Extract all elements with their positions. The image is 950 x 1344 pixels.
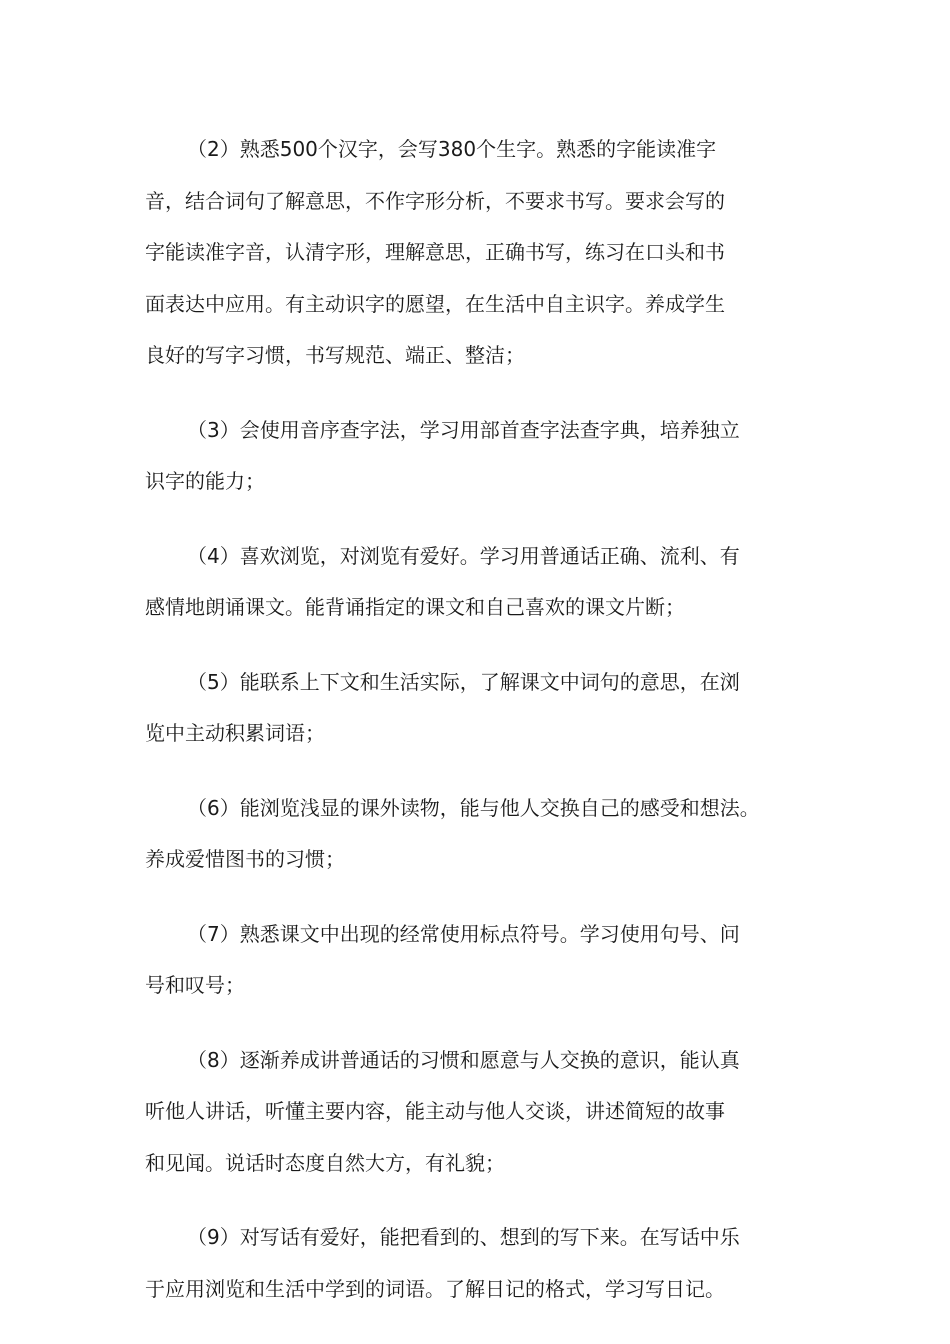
text-line: （6）能浏览浅显的课外读物，能与他人交换自己的感受和想法。 bbox=[187, 795, 760, 820]
paragraph-4 bbox=[145, 531, 810, 634]
text-line: 于应用浏览和生活中学到的词语。了解日记的格式，学习写日记。 bbox=[145, 1276, 725, 1301]
paragraph-8 bbox=[145, 1035, 810, 1190]
text-line: 字能读准字音，认清字形，理解意思，正确书写，练习在口头和书 bbox=[145, 240, 725, 264]
text-line: 感情地朗诵课文。能背诵指定的课文和自己喜欢的课文片断； bbox=[145, 595, 685, 619]
paragraph-2 bbox=[145, 124, 810, 382]
document-body bbox=[145, 124, 810, 1338]
text-line: 识字的能力； bbox=[145, 469, 265, 493]
text-line: 和见闻。说话时态度自然大方，有礼貌； bbox=[145, 1150, 505, 1175]
text-line: （4）喜欢浏览，对浏览有爱好。学习用普通话正确、流利、有 bbox=[187, 543, 740, 568]
text-line: （8）逐渐养成讲普通话的习惯和愿意与人交换的意识，能认真 bbox=[187, 1047, 740, 1072]
paragraph-7 bbox=[145, 909, 810, 1012]
text-line: （9）对写话有爱好，能把看到的、想到的写下来。在写话中乐 bbox=[187, 1225, 740, 1249]
text-line: （2）熟悉500个汉字，会写380个生字。熟悉的字能读准字 bbox=[187, 137, 717, 161]
paragraph-3 bbox=[145, 405, 810, 508]
text-line: 音，结合词句了解意思，不作字形分析，不要求书写。要求会写的 bbox=[145, 188, 725, 213]
paragraph-6 bbox=[145, 783, 810, 886]
paragraph-9 bbox=[145, 1212, 810, 1315]
text-line: 号和叹号； bbox=[145, 973, 245, 997]
text-line: （3）会使用音序查字法，学习用部首查字法查字典，培养独立 bbox=[187, 417, 740, 442]
paragraph-5 bbox=[145, 657, 810, 760]
text-line: （7）熟悉课文中出现的经常使用标点符号。学习使用句号、问 bbox=[187, 921, 740, 946]
text-line: （5）能联系上下文和生活实际，了解课文中词句的意思，在浏 bbox=[187, 669, 740, 694]
text-line: 听他人讲话，听懂主要内容，能主动与他人交谈，讲述简短的故事 bbox=[145, 1099, 725, 1123]
text-line: 览中主动积累词语； bbox=[145, 721, 325, 745]
text-line: 面表达中应用。有主动识字的愿望，在生活中自主识字。养成学生 bbox=[145, 291, 725, 316]
text-line: 养成爱惜图书的习惯； bbox=[145, 847, 345, 871]
text-line: 良好的写字习惯，书写规范、端正、整洁； bbox=[145, 343, 525, 367]
